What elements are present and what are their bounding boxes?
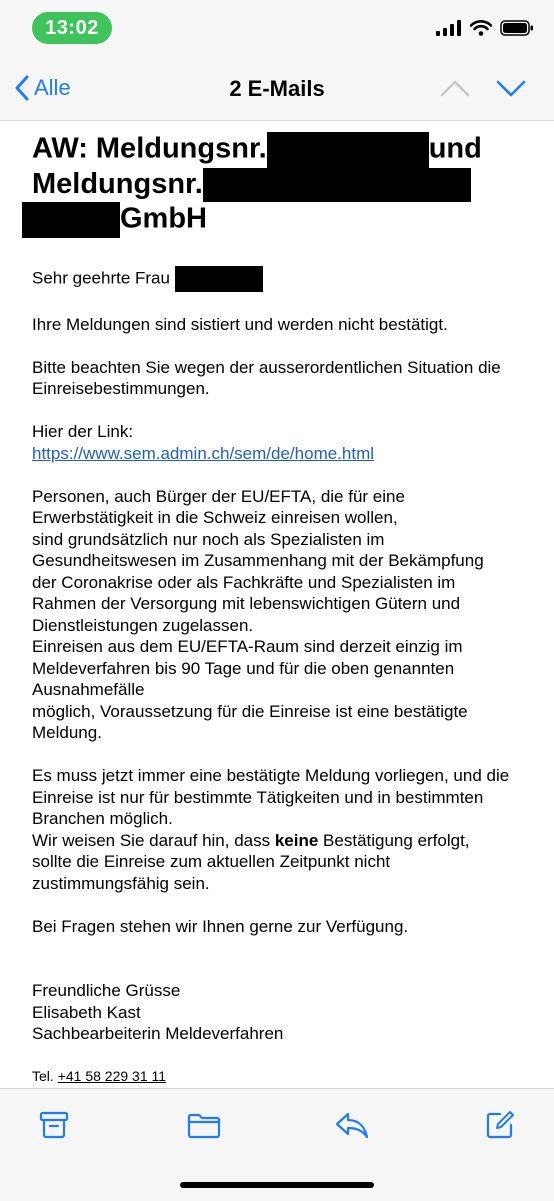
- text-span: Wir weisen Sie darauf hin, dass: [32, 830, 275, 850]
- chevron-up-icon: [440, 78, 470, 98]
- redaction-block: [175, 266, 263, 292]
- greeting-line: [32, 266, 532, 292]
- redaction-block: [267, 132, 429, 168]
- sender-name: Elisabeth Kast: [32, 1002, 141, 1022]
- paragraph-text: Ihre Meldungen sind sistiert und werden nicht bestätigt.: [32, 314, 448, 334]
- move-to-folder-button[interactable]: [186, 1109, 222, 1146]
- navigation-bar: [0, 60, 554, 116]
- email-body: [32, 266, 532, 1088]
- link-intro: Hier der Link:: [32, 422, 134, 441]
- next-message-button[interactable]: [496, 78, 526, 103]
- paragraph-text: Personen, auch Bürger der EU/EFTA, die für eine: [32, 486, 405, 506]
- paragraph-text: Rahmen der Versorgung mit lebenswichtigen Gütern und: [32, 594, 461, 613]
- previous-message-button[interactable]: [440, 78, 470, 103]
- status-time[interactable]: 13:02: [32, 12, 112, 44]
- chevron-down-icon: [496, 78, 526, 98]
- closing-text: Freundliche Grüsse: [32, 981, 181, 1000]
- paragraph-text: Einreisebestimmungen.: [32, 379, 210, 398]
- paragraph-text: Meldung.: [32, 723, 102, 742]
- email-subject: [32, 132, 532, 238]
- paragraph-text: zustimmungsfähig sein.: [32, 873, 210, 893]
- cellular-signal-icon: [436, 20, 462, 36]
- paragraph-text: möglich, Voraussetzung für die Einreise ist eine bestätigte: [32, 701, 468, 721]
- reply-button[interactable]: [334, 1109, 370, 1146]
- folder-icon: [186, 1109, 222, 1141]
- paragraph-text: der Coronakrise oder als Fachkräfte und Spezialisten im: [32, 572, 456, 592]
- paragraph-text: Es muss jetzt immer eine bestätigte Meldung vorliegen, und die: [32, 766, 510, 785]
- paragraph-text: Einreisen aus dem EU/EFTA-Raum sind derzeit einzig im: [32, 637, 463, 656]
- subject-text: Meldungsnr.: [32, 168, 203, 200]
- phone-line: [32, 1066, 532, 1088]
- compose-icon: [484, 1109, 516, 1141]
- paragraph-text: Gesundheitswesen im Zusammenhang mit der Bekämpfung: [32, 551, 484, 570]
- paragraph-text: [32, 830, 532, 852]
- back-label: Alle: [34, 75, 71, 100]
- paragraph-text: Bitte beachten Sie wegen der ausserordentlichen Situation die: [32, 357, 501, 377]
- reply-icon: [334, 1109, 370, 1141]
- chevron-left-icon: [14, 74, 30, 102]
- back-button[interactable]: [14, 74, 71, 102]
- home-indicator[interactable]: [180, 1182, 374, 1188]
- paragraph-text: Dienstleistungen zugelassen.: [32, 615, 254, 635]
- wifi-icon: [470, 20, 492, 36]
- paragraph-text: Meldeverfahren bis 90 Tage und für die oben genannten: [32, 658, 455, 678]
- subject-text: AW: Meldungsnr.: [32, 132, 267, 165]
- text-span: Bestätigung erfolgt,: [318, 830, 470, 850]
- paragraph-text: Ausnahmefälle: [32, 680, 145, 699]
- paragraph-text: Erwerbstätigkeit in die Schweiz einreisen wollen,: [32, 508, 398, 527]
- subject-text: GmbH: [120, 203, 207, 235]
- paragraph-text: sollte die Einreise zum aktuellen Zeitpunkt nicht: [32, 852, 391, 871]
- status-icons: [436, 20, 534, 36]
- nav-title: 2 E-Mails: [229, 76, 325, 101]
- battery-icon: [500, 20, 534, 36]
- sem-link[interactable]: https://www.sem.admin.ch/sem/de/home.html: [32, 443, 375, 463]
- paragraph-text: Bei Fragen stehen wir Ihnen gerne zur Verfügung.: [32, 916, 409, 936]
- paragraph-text: Einreise ist nur für bestimmte Tätigkeiten und in bestimmten: [32, 787, 484, 807]
- archive-button[interactable]: [38, 1109, 70, 1146]
- paragraph-text: Branchen möglich.: [32, 809, 173, 828]
- paragraph-text: sind grundsätzlich nur noch als Spezialisten im: [32, 529, 385, 549]
- compose-button[interactable]: [484, 1109, 516, 1146]
- redaction-block: [203, 168, 471, 202]
- subject-text: und: [428, 132, 482, 165]
- status-bar: [0, 0, 554, 56]
- archive-icon: [38, 1109, 70, 1141]
- emphasis-text: keine: [274, 830, 319, 850]
- redaction-block: [22, 202, 120, 238]
- phone-label: Tel.: [32, 1068, 58, 1084]
- greeting-text: Sehr geehrte Frau: [32, 268, 170, 288]
- sender-role: Sachbearbeiterin Meldeverfahren: [32, 1024, 284, 1043]
- phone-number-link[interactable]: +41 58 229 31 11: [57, 1068, 167, 1084]
